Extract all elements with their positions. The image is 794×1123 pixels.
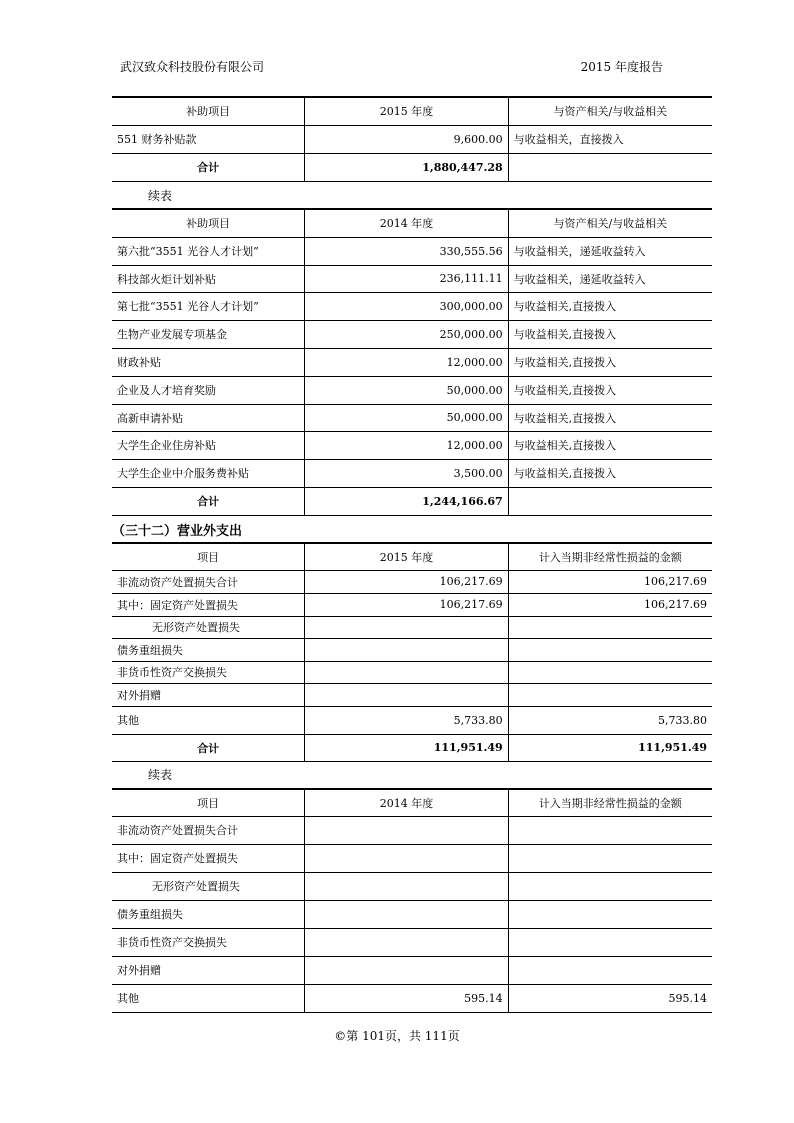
section-title: （三十二）营业外支出 [112, 524, 243, 539]
table-header-row [112, 209, 712, 237]
table-row [112, 616, 712, 638]
column-header: 项目 [112, 789, 305, 816]
row-amount: 106,217.69 [305, 593, 508, 616]
column-header: 补助项目 [112, 97, 305, 125]
table-row [112, 570, 712, 593]
row-nonrecurring: 106,217.69 [508, 570, 712, 593]
row-amount: 50,000.00 [305, 376, 508, 404]
row-label: 无形资产处置损失 [112, 616, 305, 638]
row-amount: 595.14 [305, 984, 508, 1012]
table-row [112, 984, 712, 1012]
row-label: 对外捐赠 [112, 683, 305, 706]
table-row [112, 459, 712, 487]
total-amount: 1,880,447.28 [305, 153, 508, 181]
row-relation: 与收益相关,直接拨入 [508, 292, 712, 320]
row-label: 第六批“3551 光谷人才计划” [112, 237, 305, 265]
row-label: 非流动资产处置损失合计 [112, 570, 305, 593]
row-nonrecurring [508, 816, 712, 844]
row-amount: 9,600.00 [305, 125, 508, 153]
row-label: 大学生企业住房补贴 [112, 431, 305, 459]
subsidy-2014-table [112, 208, 712, 516]
row-amount [305, 956, 508, 984]
row-label: 财政补贴 [112, 348, 305, 376]
column-header: 项目 [112, 543, 305, 570]
column-header: 计入当期非经常性损益的金额 [508, 789, 712, 816]
table-row [112, 956, 712, 984]
table-row [112, 348, 712, 376]
row-label: 第七批“3551 光谷人才计划” [112, 292, 305, 320]
row-amount: 330,555.56 [305, 237, 508, 265]
row-label: 企业及人才培育奖励 [112, 376, 305, 404]
row-label: 生物产业发展专项基金 [112, 320, 305, 348]
row-relation: 与收益相关，直接拨入 [508, 125, 712, 153]
row-label: 债务重组损失 [112, 638, 305, 661]
row-relation: 与收益相关，递延收益转入 [508, 265, 712, 292]
total-row [112, 487, 712, 515]
row-nonrecurring: 5,733.80 [508, 706, 712, 734]
row-relation: 与收益相关,直接拨入 [508, 431, 712, 459]
row-amount: 5,733.80 [305, 706, 508, 734]
column-header: 2015 年度 [305, 543, 508, 570]
table-row [112, 237, 712, 265]
row-label: 非货币性资产交换损失 [112, 928, 305, 956]
page-footer: ©第 101页，共 111页 [334, 1029, 460, 1043]
table-row [112, 265, 712, 292]
total-relation [508, 153, 712, 181]
row-nonrecurring [508, 928, 712, 956]
column-header: 2015 年度 [305, 97, 508, 125]
row-amount [305, 683, 508, 706]
row-amount [305, 661, 508, 683]
row-nonrecurring: 595.14 [508, 984, 712, 1012]
row-amount [305, 844, 508, 872]
row-amount: 3,500.00 [305, 459, 508, 487]
total-relation [508, 487, 712, 515]
table-row [112, 376, 712, 404]
row-amount: 12,000.00 [305, 431, 508, 459]
row-amount [305, 816, 508, 844]
total-row [112, 734, 712, 761]
table-header-row [112, 543, 712, 570]
total-label: 合计 [112, 487, 305, 515]
row-nonrecurring [508, 844, 712, 872]
nonoperating-expense-2015-table [112, 542, 712, 762]
row-amount [305, 900, 508, 928]
continued-label: 续表 [148, 189, 173, 203]
row-relation: 与收益相关,直接拨入 [508, 459, 712, 487]
column-header: 与资产相关/与收益相关 [508, 209, 712, 237]
total-row [112, 153, 712, 181]
row-label: 对外捐赠 [112, 956, 305, 984]
table-row [112, 844, 712, 872]
column-header: 补助项目 [112, 209, 305, 237]
column-header: 2014 年度 [305, 209, 508, 237]
row-relation: 与收益相关,直接拨入 [508, 348, 712, 376]
row-amount: 50,000.00 [305, 404, 508, 431]
row-nonrecurring [508, 616, 712, 638]
row-label: 高新申请补贴 [112, 404, 305, 431]
total-amount: 1,244,166.67 [305, 487, 508, 515]
row-amount: 300,000.00 [305, 292, 508, 320]
table-header-row [112, 789, 712, 816]
row-nonrecurring [508, 872, 712, 900]
row-label: 债务重组损失 [112, 900, 305, 928]
row-nonrecurring [508, 900, 712, 928]
row-amount [305, 872, 508, 900]
row-relation: 与收益相关，递延收益转入 [508, 237, 712, 265]
row-label: 其中：固定资产处置损失 [112, 844, 305, 872]
row-label: 科技部火炬计划补贴 [112, 265, 305, 292]
table-row [112, 872, 712, 900]
nonoperating-expense-2014-table [112, 788, 712, 1013]
row-amount [305, 616, 508, 638]
table-row [112, 661, 712, 683]
company-name: 武汉致众科技股份有限公司 [120, 60, 265, 74]
table-row [112, 638, 712, 661]
row-amount [305, 928, 508, 956]
report-title: 2015 年度报告 [580, 60, 663, 74]
row-relation: 与收益相关,直接拨入 [508, 404, 712, 431]
row-amount: 12,000.00 [305, 348, 508, 376]
row-amount: 250,000.00 [305, 320, 508, 348]
table-row [112, 593, 712, 616]
table-row [112, 292, 712, 320]
table-row [112, 706, 712, 734]
row-amount [305, 638, 508, 661]
subsidy-2015-table [112, 97, 712, 182]
row-amount: 106,217.69 [305, 570, 508, 593]
table-row [112, 683, 712, 706]
row-relation: 与收益相关,直接拨入 [508, 320, 712, 348]
table-row [112, 125, 712, 153]
table-row [112, 431, 712, 459]
table-row [112, 404, 712, 431]
row-label: 其他 [112, 706, 305, 734]
total-label: 合计 [112, 734, 305, 761]
column-header: 2014 年度 [305, 789, 508, 816]
table-row [112, 816, 712, 844]
row-label: 其中：固定资产处置损失 [112, 593, 305, 616]
total-amount: 111,951.49 [305, 734, 508, 761]
table-row [112, 900, 712, 928]
continued-label: 续表 [148, 768, 173, 782]
total-nonrecurring: 111,951.49 [508, 734, 712, 761]
total-label: 合计 [112, 153, 305, 181]
row-label: 非流动资产处置损失合计 [112, 816, 305, 844]
row-label: 其他 [112, 984, 305, 1012]
row-label: 非货币性资产交换损失 [112, 661, 305, 683]
row-amount: 236,111.11 [305, 265, 508, 292]
row-nonrecurring: 106,217.69 [508, 593, 712, 616]
row-relation: 与收益相关,直接拨入 [508, 376, 712, 404]
table-header-row [112, 97, 712, 125]
column-header: 与资产相关/与收益相关 [508, 97, 712, 125]
table-row [112, 928, 712, 956]
column-header: 计入当期非经常性损益的金额 [508, 543, 712, 570]
row-nonrecurring [508, 956, 712, 984]
row-label: 551 财务补贴款 [112, 125, 305, 153]
row-label: 无形资产处置损失 [112, 872, 305, 900]
row-nonrecurring [508, 661, 712, 683]
row-label: 大学生企业中介服务费补贴 [112, 459, 305, 487]
row-nonrecurring [508, 638, 712, 661]
row-nonrecurring [508, 683, 712, 706]
table-row [112, 320, 712, 348]
